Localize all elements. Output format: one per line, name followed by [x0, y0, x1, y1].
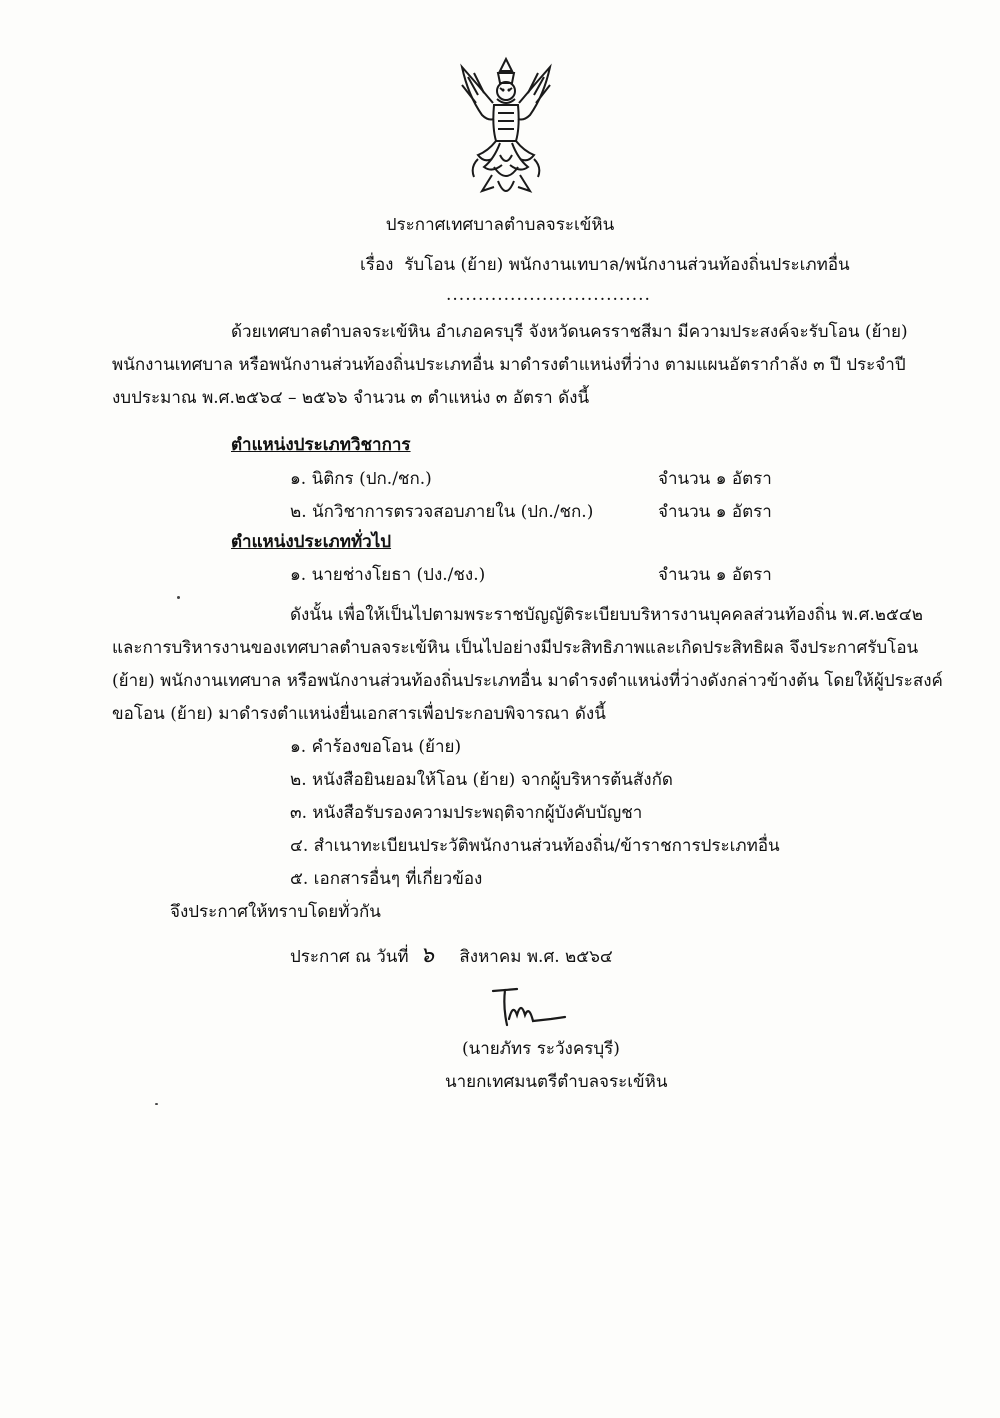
document-item: ๕. เอกสารอื่นๆ ที่เกี่ยวข้อง	[290, 869, 483, 889]
position-item: ๑. นายช่างโยธา (ปง./ชง.)	[290, 565, 486, 585]
announcement-title: ประกาศเทศบาลตำบลจระเข้หิน	[385, 215, 615, 235]
position-count: จำนวน ๑ อัตรา	[658, 502, 772, 522]
document-item: ๔. สำเนาทะเบียนประวัติพนักงานส่วนท้องถิ่น/ข้าราชการประเภทอื่น	[290, 836, 780, 856]
document-item: ๒. หนังสือยินยอมให้โอน (ย้าย) จากผู้บริหารต้นสังกัด	[290, 770, 673, 790]
body-line-4: ขอโอน (ย้าย) มาดำรงตำแหน่งยื่นเอกสารเพื่อประกอบพิจารณา ดังนี้	[112, 704, 606, 724]
intro-line-3: งบประมาณ พ.ศ.๒๕๖๔ – ๒๕๖๖ จำนวน ๓ ตำแหน่ง ๓ อัตรา ดังนี้	[112, 388, 590, 408]
subject-line	[360, 253, 850, 277]
document-item: ๑. คำร้องขอโอน (ย้าย)	[290, 737, 462, 757]
position-item: ๒. นักวิชาการตรวจสอบภายใน (ปก./ชก.)	[290, 502, 594, 522]
intro-line-1: ด้วยเทศบาลตำบลจระเข้หิน อำเภอครบุรี จังหวัดนครราชสีมา มีความประสงค์จะรับโอน (ย้าย)	[231, 322, 908, 342]
date-rest: สิงหาคม พ.ศ. ๒๕๖๔	[459, 947, 613, 967]
handwritten-signature	[485, 985, 575, 1030]
subject-prefix: เรื่อง	[360, 255, 394, 275]
scan-speck	[177, 596, 180, 599]
general-positions-heading: ตำแหน่งประเภททั่วไป	[231, 532, 392, 552]
position-count: จำนวน ๑ อัตรา	[658, 565, 772, 585]
signer-name: (นายภัทร ระวังครบุรี)	[462, 1039, 620, 1059]
header-separator: ................................	[446, 285, 651, 305]
body-line-3: (ย้าย) พนักงานเทศบาล หรือพนักงานส่วนท้องถิ่นประเภทอื่น มาดำรงตำแหน่งที่ว่างดังกล่าวข้างต้น โดยให้ผู้ประสงค์	[112, 671, 943, 691]
closing-statement: จึงประกาศให้ทราบโดยทั่วกัน	[170, 902, 381, 922]
body-line-1: ดังนั้น เพื่อให้เป็นไปตามพระราชบัญญัติระเบียบบริหารงานบุคคลส่วนท้องถิ่น พ.ศ.๒๕๔๒	[290, 605, 923, 625]
garuda-emblem-icon	[448, 55, 564, 205]
position-count: จำนวน ๑ อัตรา	[658, 469, 772, 489]
intro-line-2: พนักงานเทศบาล หรือพนักงานส่วนท้องถิ่นประเภทอื่น มาดำรงตำแหน่งที่ว่าง ตามแผนอัตรากำลัง ๓ ปี ประจำปี	[112, 355, 906, 375]
academic-positions-heading: ตำแหน่งประเภทวิชาการ	[231, 435, 411, 455]
body-line-2: และการบริหารงานของเทศบาลตำบลจระเข้หิน เป็นไปอย่างมีประสิทธิภาพและเกิดประสิทธิผล จึงประกาศรับโอน	[112, 638, 919, 658]
position-item: ๑. นิติกร (ปก./ชก.)	[290, 469, 432, 489]
signer-title: นายกเทศมนตรีตำบลจระเข้หิน	[445, 1072, 668, 1092]
subject-text: รับโอน (ย้าย) พนักงานเทบาล/พนักงานส่วนท้องถิ่นประเภทอื่น	[404, 255, 850, 275]
date-prefix: ประกาศ ณ วันที่	[290, 947, 409, 967]
document-item: ๓. หนังสือรับรองความประพฤติจากผู้บังคับบัญชา	[290, 803, 643, 823]
date-day: ๖	[420, 943, 435, 968]
scan-speck	[155, 1103, 158, 1105]
announcement-date	[290, 944, 613, 969]
